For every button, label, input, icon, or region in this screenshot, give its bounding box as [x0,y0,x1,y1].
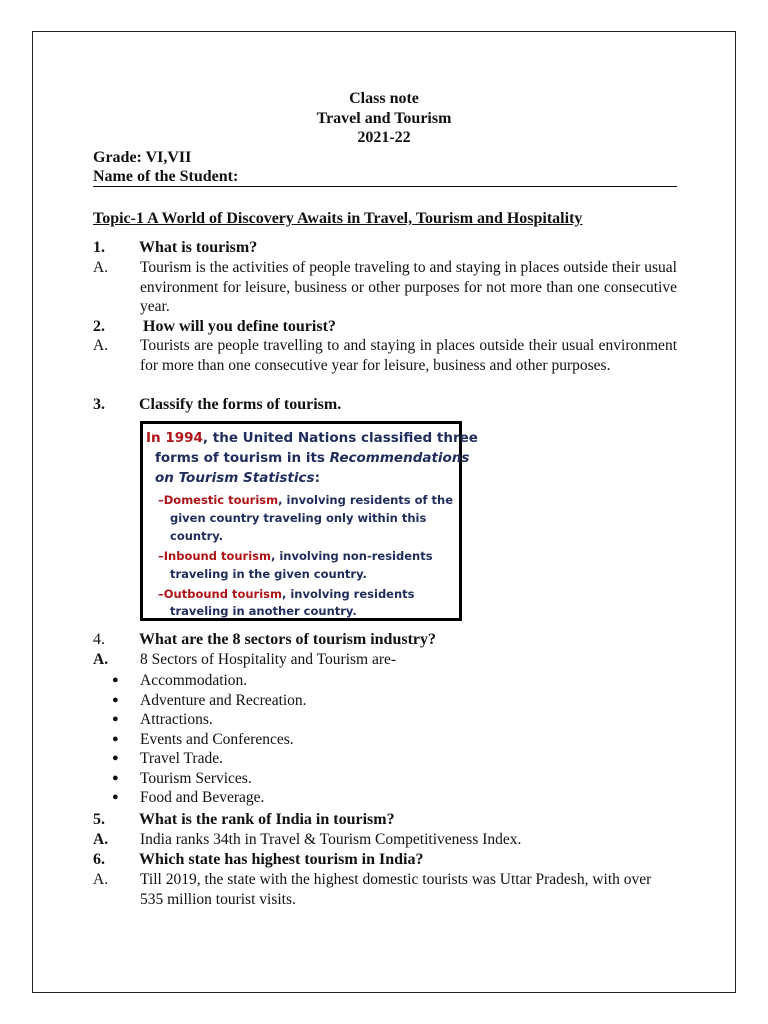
doc-year: 2021-22 [357,129,411,146]
question-text: What is tourism? [139,239,258,256]
question-number: 3. [93,396,105,413]
list-item [112,691,307,711]
answer-text: India ranks 34th in Travel & Tourism Competitiveness Index. [140,831,522,848]
topic-heading: Topic-1 A World of Discovery Awaits in Travel, Tourism and Hospitality [93,210,583,227]
answer-label: A. [93,831,109,848]
question-2 [93,317,336,336]
answer-label: A. [93,871,109,888]
question-number: 2. [93,318,105,335]
answer-text: Tourists are people travelling to and staying in places outside their usual environment for more than one consecutive year for leisure, business and other purposes. [140,337,677,374]
answer-5 [93,830,677,850]
infobox-line3-italic: on Tourism Statistics [155,470,315,486]
question-1 [93,238,257,257]
infobox-line-2 [155,450,469,466]
question-3 [93,395,341,414]
answer-6 [93,870,677,909]
question-text: How will you define tourist? [139,318,336,335]
answer-4 [93,650,677,670]
question-6 [93,850,424,869]
outbound-desc-1: , involving residents [281,587,415,601]
doc-title-line1: Class note [349,90,419,107]
bullet-icon: ● [112,752,119,764]
question-number: 1. [93,239,105,256]
infobox-year: In 1994 [146,430,203,446]
outbound-tourism-term: Outbound tourism [163,587,282,601]
question-text: Classify the forms of tourism. [139,396,342,413]
domestic-desc-3: country. [170,529,224,543]
question-text: What is the rank of India in tourism? [139,811,395,828]
list-item [112,788,307,808]
infobox-line1-text: , the United Nations classified three [202,430,478,446]
list-item [112,671,307,691]
grade-label: Grade: VI,VII [93,149,192,166]
answer-1 [93,258,677,317]
answer-label: A. [93,337,109,354]
list-item-text: Events and Conferences. [140,730,294,748]
infobox-outbound [158,587,415,601]
question-number: 5. [93,811,105,828]
bullet-icon: ● [112,674,119,686]
infobox-inbound [158,549,433,563]
domestic-desc-2: given country traveling only within this [170,511,427,525]
list-item-text: Food and Beverage. [140,789,265,806]
infobox-line-1 [146,430,478,446]
question-4 [93,630,436,649]
question-number: 6. [93,851,105,868]
dash-icon: – [158,493,164,507]
domestic-tourism-term: Domestic tourism [163,493,279,507]
list-item-text: Tourism Services. [140,769,252,787]
infobox-domestic [158,493,453,507]
list-item [112,710,307,730]
doc-title-line2: Travel and Tourism [316,110,452,127]
answer-2 [93,336,677,375]
bullet-icon: ● [112,732,119,745]
outbound-desc-2: traveling in another country. [170,604,357,618]
answer-text: Tourism is the activities of people traveling to and staying in places outside their usual environment for leisure, business or other purposes for not more than one consecutive year. [140,259,677,315]
answer-text: Till 2019, the state with the highest domestic tourists was Uttar Pradesh, with over 535 million tourist visits. [140,871,652,908]
list-item [112,730,307,750]
sectors-list [112,671,307,808]
dash-icon: – [158,587,164,601]
list-item-text: Adventure and Recreation. [140,691,307,709]
tourism-forms-infobox [140,421,478,621]
list-item-text: Accommodation. [140,672,248,689]
list-item [112,769,307,789]
domestic-desc-1: , involving residents of the [278,493,454,507]
dash-icon: – [158,549,164,563]
answer-label: A. [93,651,109,668]
list-item-text: Attractions. [140,711,213,728]
bullet-icon: ● [112,693,119,706]
bullet-icon: ● [112,771,119,784]
bullet-icon: ● [112,791,119,803]
header-divider [93,186,677,187]
infobox-line3-colon: : [314,470,320,486]
bullet-icon: ● [112,713,119,725]
student-name-label: Name of the Student: [93,168,239,185]
answer-label: A. [93,259,109,276]
inbound-tourism-term: Inbound tourism [163,549,271,563]
infobox-line2-text: forms of tourism in its [155,450,330,466]
inbound-desc-2: traveling in the given country. [170,567,367,581]
infobox-line2-italic: Recommendations [329,450,470,466]
question-text: What are the 8 sectors of tourism industry? [139,631,437,648]
question-text: Which state has highest tourism in India? [139,851,424,868]
question-5 [93,810,395,829]
inbound-desc-1: , involving non-residents [270,549,433,563]
question-number: 4. [93,631,105,648]
answer-text: 8 Sectors of Hospitality and Tourism are- [140,651,397,668]
list-item [112,749,307,769]
list-item-text: Travel Trade. [140,750,223,767]
infobox-line-3 [155,470,320,486]
